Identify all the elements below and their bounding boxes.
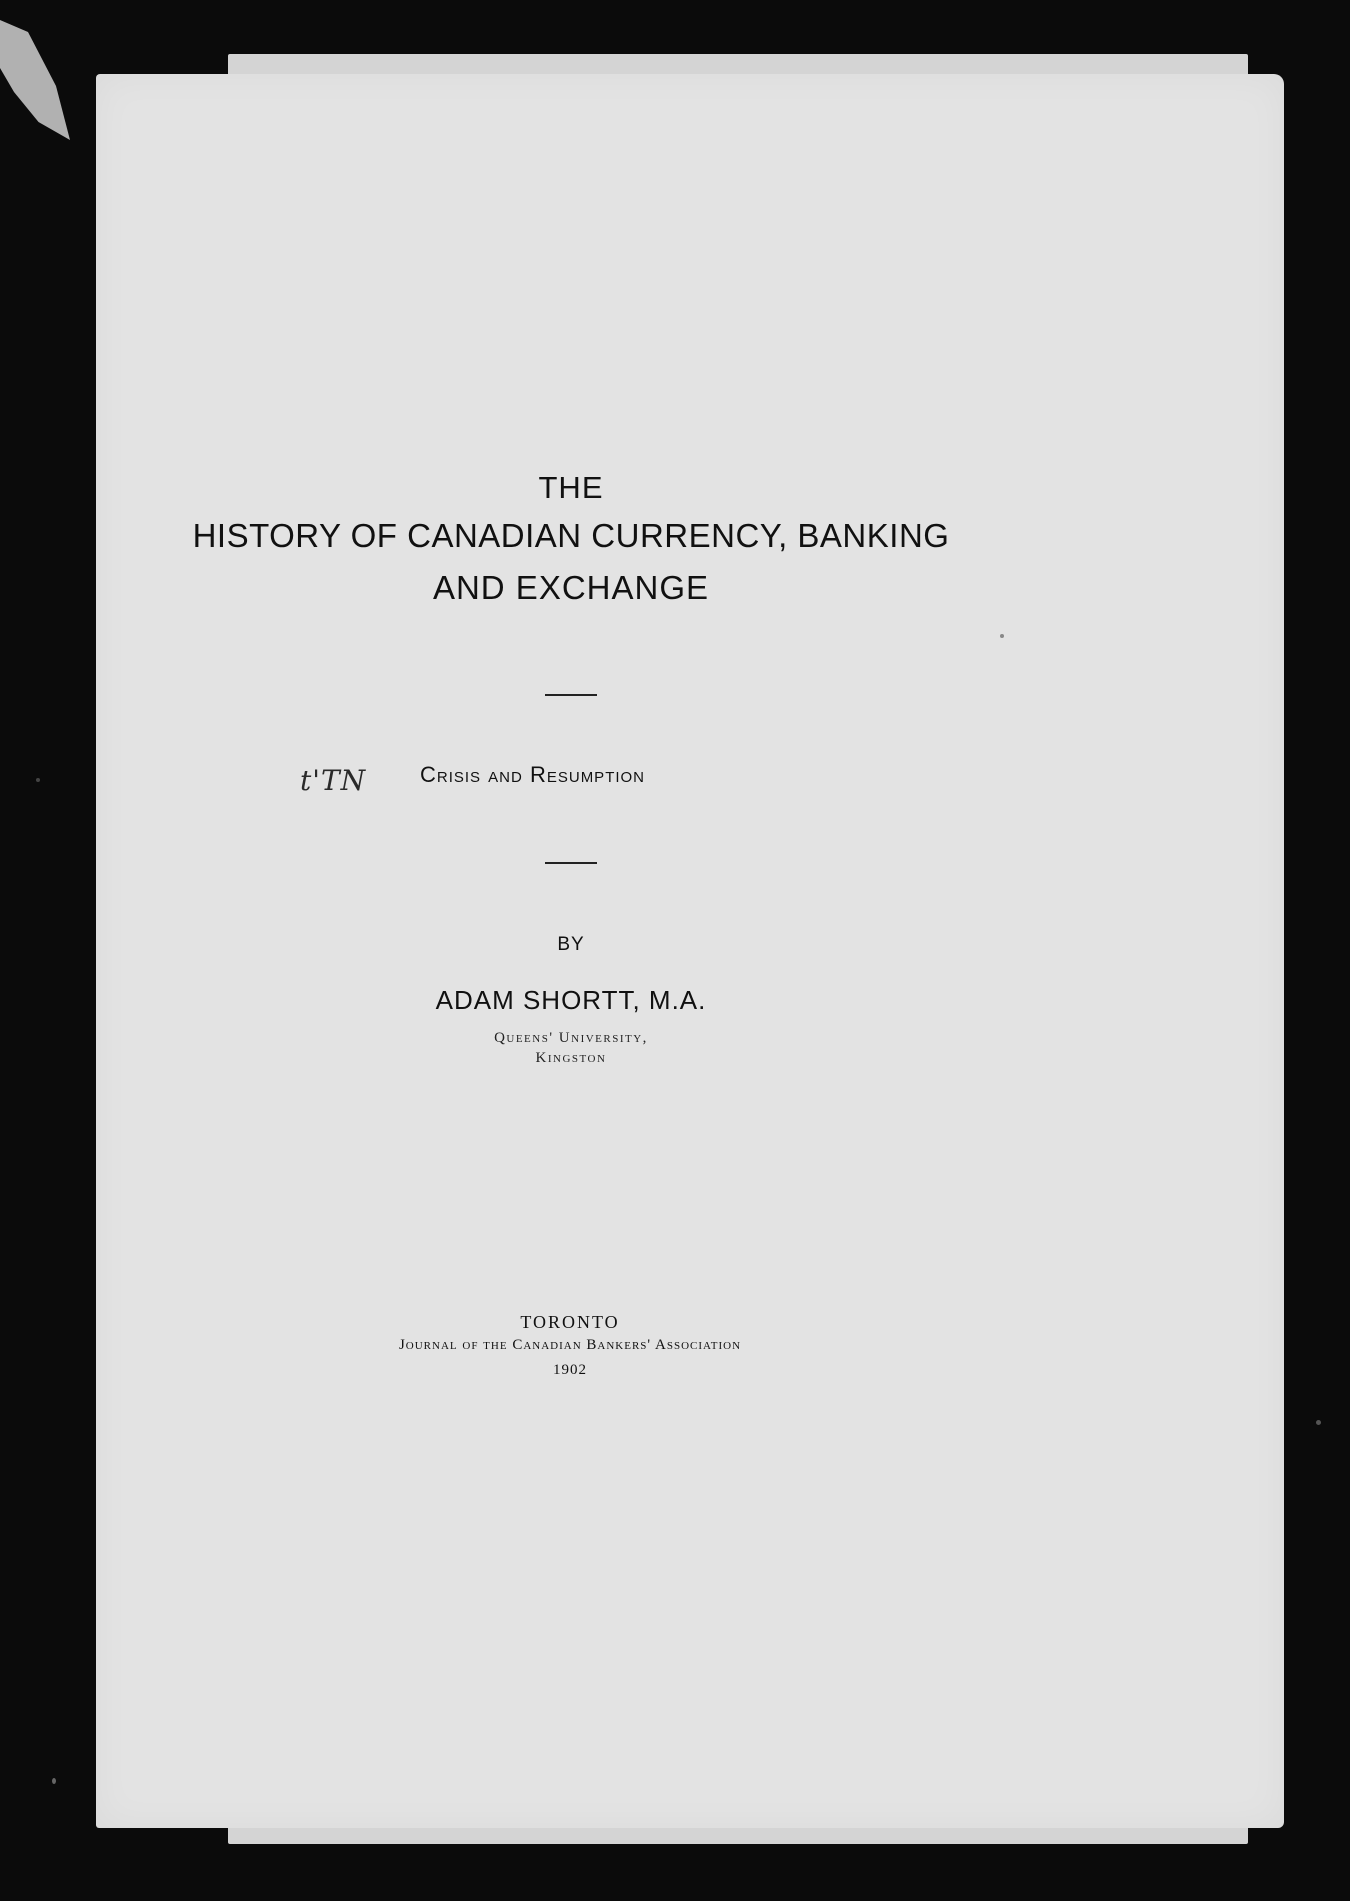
dust-speck: [36, 778, 40, 782]
dust-speck: [52, 1778, 56, 1784]
book-title: [176, 468, 966, 612]
title-line-2: HISTORY OF CANADIAN CURRENCY, BANKING: [192, 517, 950, 554]
author-affiliation: Queens' University,: [494, 1030, 648, 1046]
title-line-1: THE: [538, 470, 604, 505]
imprint-year: 1902: [553, 1362, 587, 1378]
dust-speck: [1316, 1420, 1321, 1425]
dust-speck: [1000, 634, 1004, 638]
divider-rule: [545, 862, 597, 864]
author-name: ADAM SHORTT, M.A.: [435, 985, 707, 1015]
imprint-city: TORONTO: [520, 1312, 620, 1332]
byline-by: BY: [557, 934, 585, 955]
author-location: Kingston: [535, 1050, 607, 1066]
handwritten-note: t'TN: [300, 764, 367, 797]
title-page: [96, 74, 1284, 1828]
divider-rule: [545, 694, 597, 696]
subtitle: Crisis and Resumption: [420, 762, 646, 787]
torn-corner: [0, 20, 70, 140]
imprint-publisher: Journal of the Canadian Bankers' Association: [398, 1337, 742, 1353]
title-line-3: AND EXCHANGE: [432, 569, 710, 606]
